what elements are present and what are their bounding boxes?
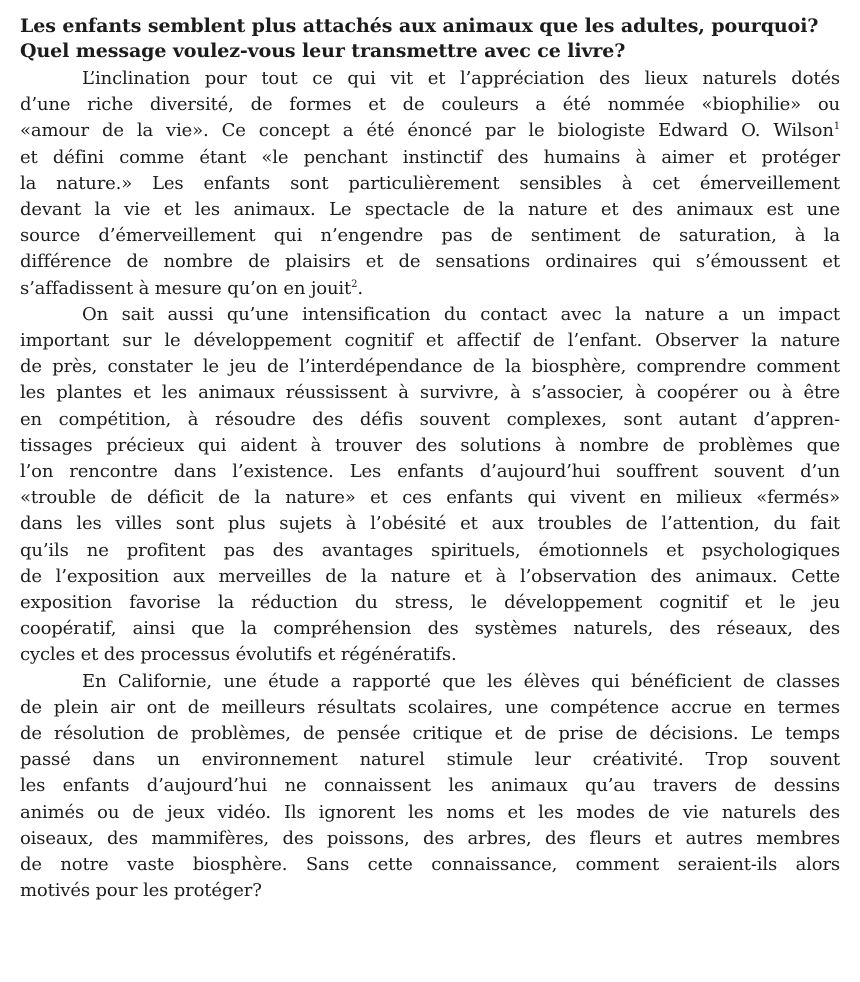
text-line: coopératif, ainsi que la compréhension des systèmes naturels, des réseaux, des [20, 618, 840, 640]
text-line: En Californie, une étude a rapporté que les élèves qui bénéficient de classes [82, 670, 840, 692]
end-punctuation: . [357, 277, 363, 299]
interview-question [20, 14, 840, 64]
text-line: de plein air ont de meilleurs résultats scolaires, une compétence accrue en termes [20, 696, 840, 718]
paragraph-biophilia [20, 66, 840, 302]
footnote-ref-2: 2 [351, 278, 358, 290]
text-line: L’inclination pour tout ce qui vit et l’appréciation des lieux naturels dotés [82, 68, 840, 89]
text-line: de près, constater le jeu de l’interdépendance de la biosphère, comprendre comment [20, 356, 840, 378]
text-line: l’on rencontre dans l’existence. Les enfants d’aujourd’hui souffrent souvent d’un [20, 461, 840, 483]
text-line [20, 276, 840, 302]
text-line: de notre vaste biosphère. Sans cette connaissance, comment seraient-ils alors [20, 854, 840, 876]
text-line: qu’ils ne profitent pas des avantages spirituels, émotionnels et psychologiques [20, 539, 840, 561]
text-line: les enfants d’aujourd’hui ne connaissent les animaux qu’au travers de dessins [20, 775, 840, 797]
text-line: «trouble de déficit de la nature» et ces enfants qui vivent en milieux «fermés» [20, 487, 840, 509]
text-line: source d’émerveillement qui n’engendre pas de sentiment de saturation, à la [20, 225, 840, 247]
text-line: la nature.» Les enfants sont particulièrement sensibles à cet émerveillement [20, 172, 840, 194]
text-line [20, 118, 840, 144]
text-line: de l’exposition aux merveilles de la nature et à l’observation des animaux. Cette [20, 565, 840, 587]
text-line: cycles et des processus évolutifs et régénératifs. [20, 644, 457, 666]
paragraph-california-study [20, 669, 840, 905]
footnote-ref-1: 1 [833, 121, 840, 133]
text-line: dans les villes sont plus sujets à l’obésité et aux troubles de l’attention, du fait [20, 513, 840, 535]
paragraph-nature-contact [20, 302, 840, 669]
text-line: passé dans un environnement naturel stimule leur créativité. Trop souvent [20, 749, 840, 771]
text-line: devant la vie et les animaux. Le spectacle de la nature et des animaux est une [20, 199, 840, 221]
question-line-2: Quel message voulez-vous leur transmettre avec ce livre? [20, 40, 626, 62]
text-line: de résolution de problèmes, de pensée critique et de prise de décisions. Le temps [20, 723, 840, 745]
text-line: tissages précieux qui aident à trouver des solutions à nombre de problèmes que [20, 434, 840, 456]
text-line: motivés pour les protéger? [20, 880, 262, 902]
text-line-content: s’affadissent à mesure qu’on en jouit [20, 277, 352, 299]
text-line: On sait aussi qu’une intensification du contact avec la nature a un impact [82, 303, 840, 325]
text-line: exposition favorise la réduction du stress, le développement cognitif et le jeu [20, 592, 840, 614]
question-line-1: Les enfants semblent plus attachés aux animaux que les adultes, pourquoi? [20, 15, 819, 37]
text-line: différence de nombre de plaisirs et de sensations ordinaires qui s’émoussent et [20, 251, 840, 273]
text-line-content: «amour de la vie». Ce concept a été énoncé par le biologiste Edward O. Wilson [20, 120, 834, 142]
text-line: en compétition, à résoudre des défis souvent complexes, sont autant d’appren- [20, 408, 840, 430]
text-line: important sur le développement cognitif et affectif de l’enfant. Observer la nature [20, 330, 840, 352]
text-line: les plantes et les animaux réussissent à survivre, à s’associer, à coopérer ou à être [20, 382, 840, 404]
text-line: animés ou de jeux vidéo. Ils ignorent les noms et les modes de vie naturels des [20, 801, 840, 823]
text-line: d’une riche diversité, de formes et de couleurs a été nommée «biophilie» ou [20, 94, 840, 116]
text-line: oiseaux, des mammifères, des poissons, des arbres, des fleurs et autres membres [20, 827, 840, 849]
text-line: et défini comme étant «le penchant instinctif des humains à aimer et protéger [20, 146, 840, 168]
